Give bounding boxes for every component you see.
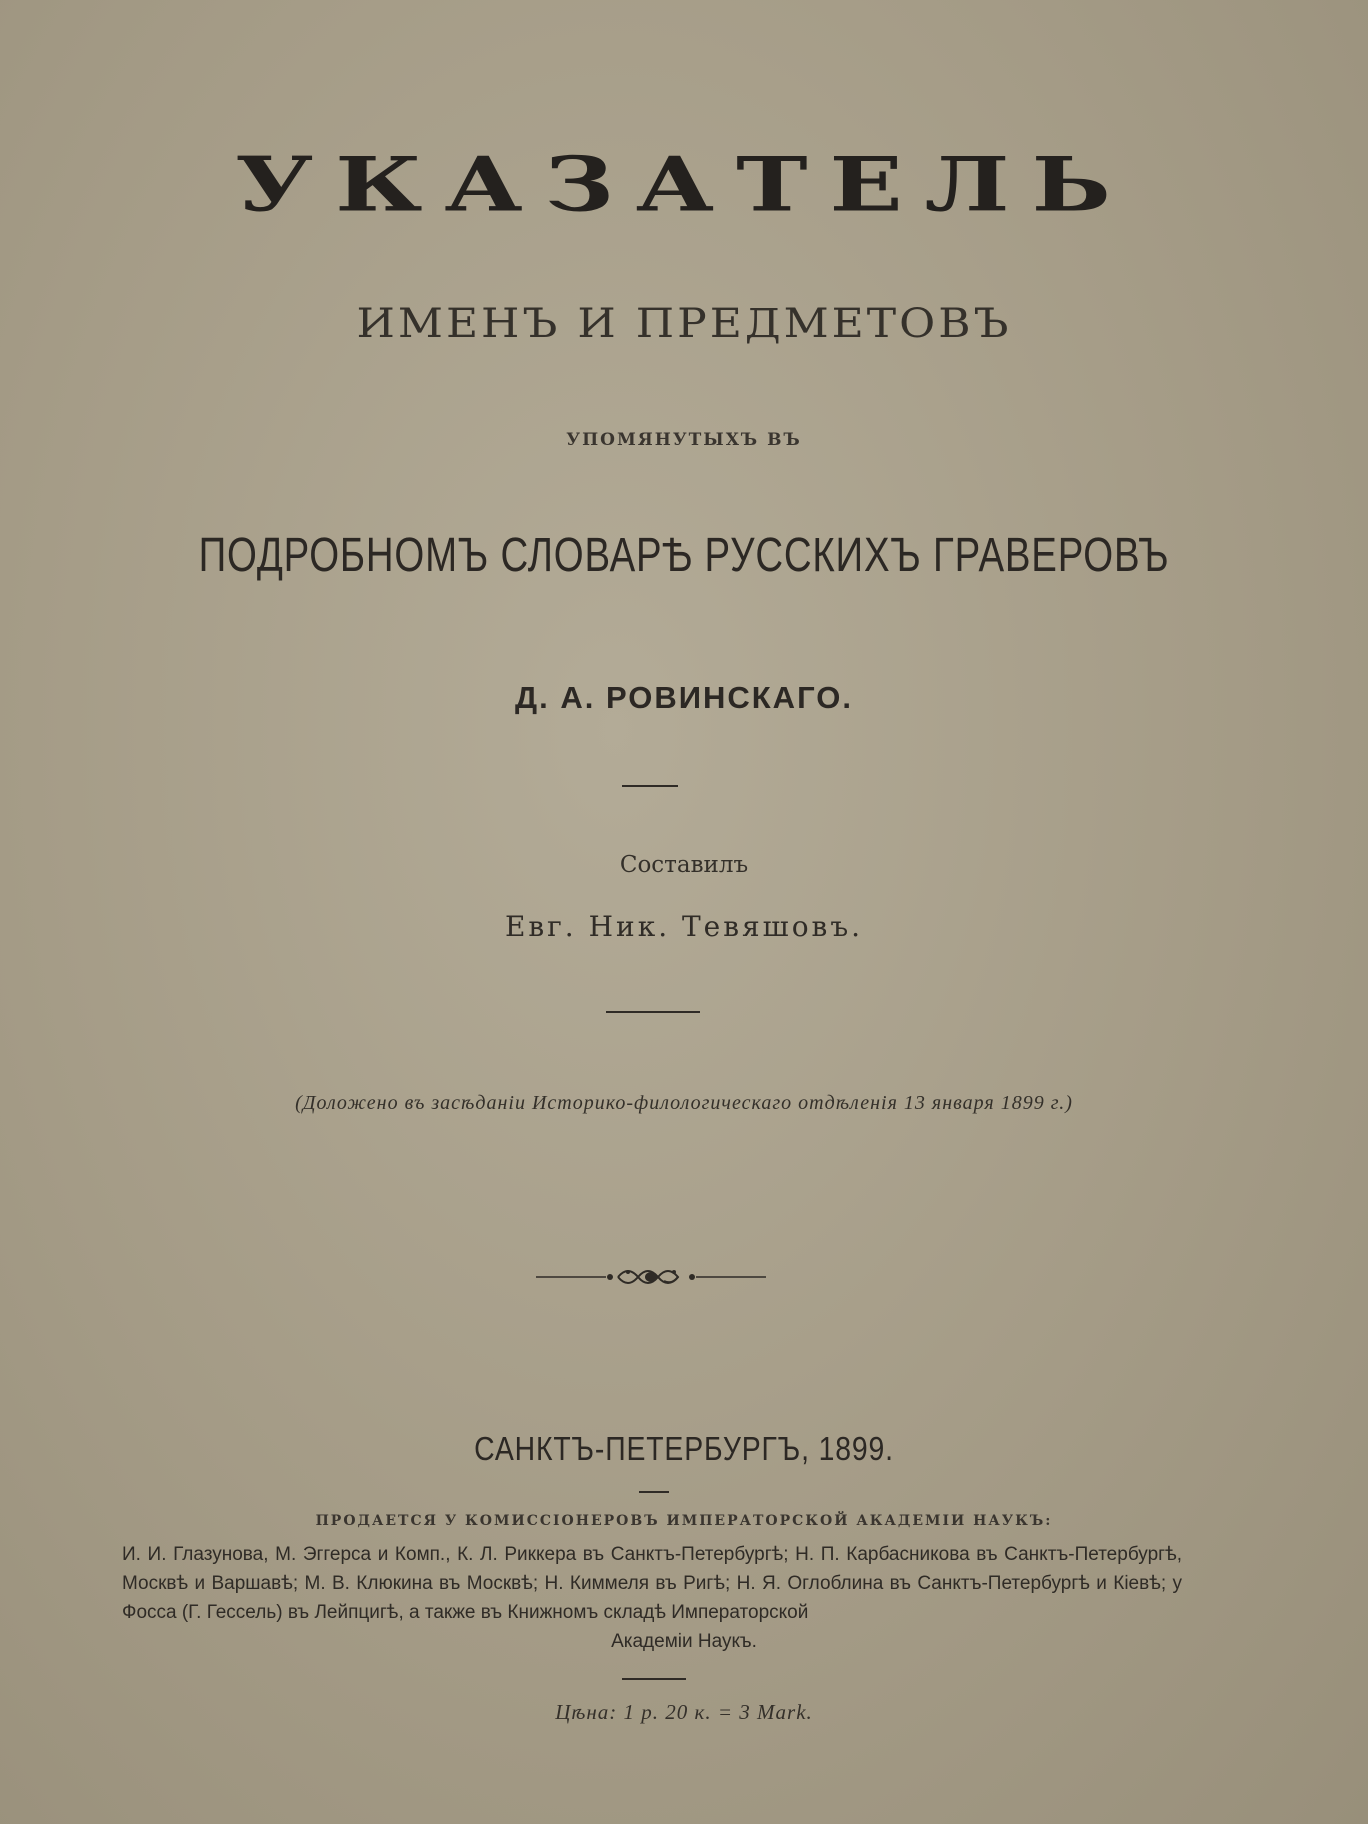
agents-paragraph: И. И. Глазунова, М. Эггерса и Комп., К. Л. Риккера въ Санктъ-Петербургѣ; Н. П. Карбасникова въ Санктъ-Петербургѣ, Москвѣ и Варшавѣ; М. В. Клюкина въ Москвѣ; Н. Киммеля въ Ригѣ; Н. Я. Оглоблина въ Санктъ-Петербургѣ и Кіевѣ; у Фосса (Г. Гессель) въ Лейпцигѣ, а также въ Книжномъ складѣ Императорской: [122, 1544, 1182, 1623]
divider-rule: [622, 1678, 686, 1680]
divider-rule: [622, 785, 678, 787]
author-name: Д. А. РОВИНСКАГО.: [515, 680, 853, 715]
compiled-by-label: Составилъ: [619, 852, 749, 878]
city-year: САНКТЪ-ПЕТЕРБУРГЪ, 1899.: [474, 1430, 894, 1467]
ornament-icon: [536, 1262, 766, 1292]
work-title: ПОДРОБНОМЪ СЛОВАРѢ РУССКИХЪ ГРАВЕРОВЪ: [198, 529, 1170, 582]
mention-line: УПОМЯНУТЫХЪ ВЪ: [566, 430, 802, 450]
title: УКАЗАТЕЛЬ: [235, 140, 1133, 229]
price: Цѣна: 1 р. 20 к. = 3 Mark.: [555, 1700, 813, 1724]
divider-rule: [639, 1491, 669, 1493]
subtitle: ИМЕНЪ И ПРЕДМЕТОВЪ: [356, 300, 1012, 347]
sold-by-line: ПРОДАЕТСЯ У КОМИССІОНЕРОВЪ ИМПЕРАТОРСКОЙ АКАДЕМІИ НАУКЪ:: [315, 1513, 1053, 1529]
agents-paragraph-end: Академіи Наукъ.: [611, 1631, 757, 1652]
presentation-note: (Доложено въ засѣданіи Историко-филологическаго отдѣленія 13 января 1899 г.): [295, 1092, 1073, 1114]
divider-rule: [606, 1011, 700, 1013]
compiler-name: Евг. Ник. Тевяшовъ.: [504, 910, 864, 943]
